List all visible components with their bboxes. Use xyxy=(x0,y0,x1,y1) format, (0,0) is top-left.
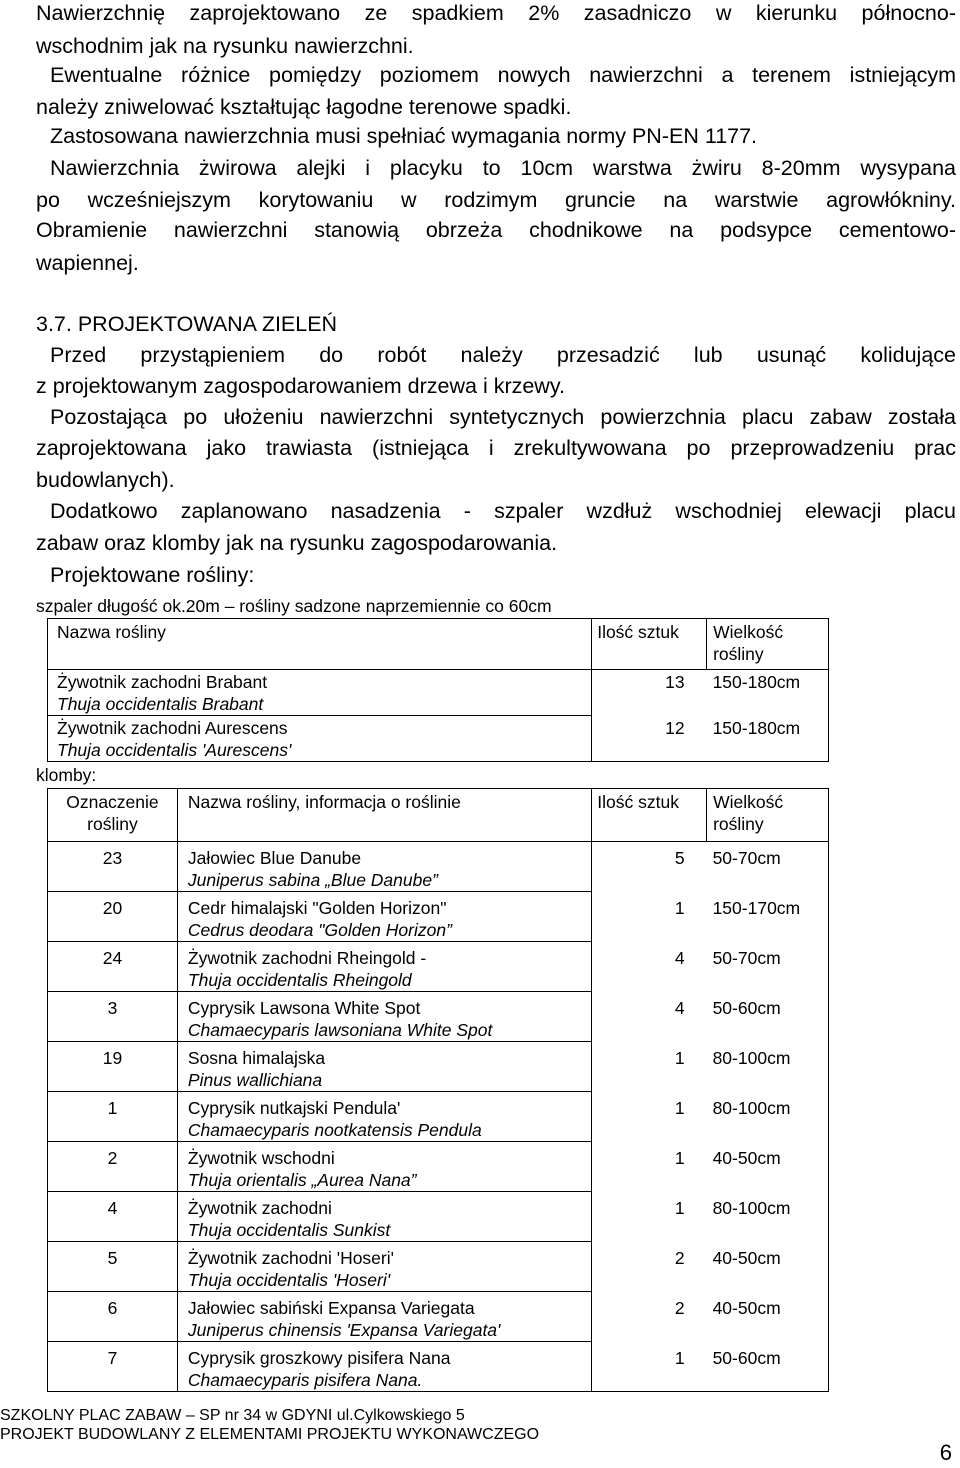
table-row xyxy=(48,716,829,762)
plant-latin-name: Thuja orientalis „Aurea Nana” xyxy=(187,1170,417,1190)
klomby-header-name: Nazwa rośliny, informacja o roślinie xyxy=(177,789,591,842)
table-row xyxy=(48,670,829,716)
plant-mark: 19 xyxy=(48,1042,178,1092)
section-line-7: zabaw oraz klomby jak na rysunku zagospodarowania. xyxy=(36,531,558,555)
szpaler-header-row xyxy=(48,619,829,670)
section-line-4: zaprojektowana jako trawiasta (istniejąca i zrekultywowana po przeprowadzeniu prac xyxy=(36,436,956,460)
plant-mark: 23 xyxy=(48,842,178,892)
table-row xyxy=(48,1292,829,1342)
footer-line-1: SZKOLNY PLAC ZABAW – SP nr 34 w GDYNI ul.Cylkowskiego 5 xyxy=(0,1407,465,1424)
szpaler-header-size xyxy=(707,619,829,670)
plant-size: 50-60cm xyxy=(707,992,829,1042)
plant-mark: 24 xyxy=(48,942,178,992)
klomby-header-size-line1: Wielkość xyxy=(713,792,784,812)
footer-line-2: PROJEKT BUDOWLANY Z ELEMENTAMI PROJEKTU WYKONAWCZEGO xyxy=(0,1426,540,1443)
plant-mark: 5 xyxy=(48,1242,178,1292)
szpaler-header-size-line2: rośliny xyxy=(713,644,764,664)
plant-latin-name: Thuja occidentalis Rheingold xyxy=(187,970,412,990)
plant-latin-name: Chamaecyparis lawsoniana White Spot xyxy=(187,1020,493,1040)
plant-qty: 2 xyxy=(674,1297,685,1318)
table-row xyxy=(48,1092,829,1142)
plant-qty: 1 xyxy=(674,1197,685,1218)
plant-mark: 4 xyxy=(48,1192,178,1242)
section-line-2: z projektowanym zagospodarowaniem drzewa i krzewy. xyxy=(36,374,565,398)
plant-name: Sosna himalajska xyxy=(187,1048,326,1068)
intro-line-8: Obramienie nawierzchni stanowią obrzeża chodnikowe na podsypce cementowo- xyxy=(36,218,956,242)
plant-qty: 1 xyxy=(674,1147,685,1168)
intro-line-6: Nawierzchnia żwirowa alejki i placyku to 10cm warstwa żwiru 8-20mm wysypana xyxy=(50,156,956,180)
klomby-name-cell xyxy=(177,1192,591,1242)
section-heading: 3.7. PROJEKTOWANA ZIELEŃ xyxy=(36,312,338,336)
plant-latin-name: Thuja occidentalis 'Hoseri' xyxy=(187,1270,391,1290)
plant-name: Żywotnik zachodni Aurescens xyxy=(57,718,288,738)
klomby-header-size xyxy=(707,789,829,842)
section-line-5: budowlanych). xyxy=(36,468,175,492)
plant-latin-name: Thuja occidentalis 'Aurescens' xyxy=(57,740,292,760)
intro-line-1: Nawierzchnię zaprojektowano ze spadkiem 2% zasadniczo w kierunku północno- xyxy=(36,1,956,25)
klomby-header-mark xyxy=(48,789,178,842)
section-line-8: Projektowane rośliny: xyxy=(50,563,255,587)
intro-line-3: Ewentualne różnice pomiędzy poziomem nowych nawierzchni a terenem istniejącym xyxy=(50,63,956,87)
table-row xyxy=(48,1142,829,1192)
intro-line-9: wapiennej. xyxy=(36,251,139,275)
plant-mark: 6 xyxy=(48,1292,178,1342)
klomby-name-cell xyxy=(177,992,591,1042)
szpaler-header-size-line1: Wielkość xyxy=(713,622,784,642)
plant-qty: 2 xyxy=(674,1247,685,1268)
section-line-6: Dodatkowo zaplanowano nasadzenia - szpaler wzdłuż wschodniej elewacji placu xyxy=(50,499,956,523)
plant-latin-name: Pinus wallichiana xyxy=(187,1070,323,1090)
table-row xyxy=(48,992,829,1042)
plant-qty: 4 xyxy=(674,997,685,1018)
plant-name: Cyprysik Lawsona White Spot xyxy=(187,998,421,1018)
plant-qty: 4 xyxy=(674,947,685,968)
klomby-label: klomby: xyxy=(36,765,97,785)
szpaler-table xyxy=(47,618,829,762)
klomby-header-mark-line2: rośliny xyxy=(87,814,138,834)
plant-latin-name: Cedrus deodara "Golden Horizon” xyxy=(187,920,452,940)
plant-mark: 2 xyxy=(48,1142,178,1192)
klomby-name-cell xyxy=(177,1142,591,1192)
table-row xyxy=(48,1342,829,1392)
plant-latin-name: Chamaecyparis pisifera Nana. xyxy=(187,1370,423,1390)
plant-qty: 12 xyxy=(592,716,707,762)
plant-latin-name: Thuja occidentalis Brabant xyxy=(57,694,264,714)
plant-size: 150-180cm xyxy=(707,716,829,762)
plant-name: Żywotnik wschodni xyxy=(187,1148,335,1168)
section-line-1: Przed przystąpieniem do robót należy przesadzić lub usunąć kolidujące xyxy=(50,343,956,367)
intro-line-7: po wcześniejszym korytowaniu w rodzimym gruncie na warstwie agrowłókniny. xyxy=(36,188,956,212)
plant-qty: 1 xyxy=(674,897,685,918)
klomby-name-cell xyxy=(177,1242,591,1292)
klomby-name-cell xyxy=(177,1042,591,1092)
plant-size: 50-70cm xyxy=(707,842,829,892)
table-row xyxy=(48,1192,829,1242)
szpaler-name-cell xyxy=(48,716,592,762)
plant-latin-name: Thuja occidentalis Sunkist xyxy=(187,1220,391,1240)
plant-qty: 1 xyxy=(592,1342,707,1392)
plant-name: Jałowiec Blue Danube xyxy=(187,848,362,868)
klomby-name-cell xyxy=(177,1292,591,1342)
szpaler-header-qty: Ilość sztuk xyxy=(592,619,707,670)
plant-qty: 13 xyxy=(665,672,685,692)
plant-size: 40-50cm xyxy=(707,1292,829,1342)
plant-size: 80-100cm xyxy=(707,1042,829,1092)
plant-mark: 3 xyxy=(48,992,178,1042)
plant-latin-name: Juniperus sabina „Blue Danube” xyxy=(187,870,438,890)
plant-size: 80-100cm xyxy=(707,1092,829,1142)
klomby-header-size-line2: rośliny xyxy=(713,814,764,834)
plant-name: Cyprysik nutkajski Pendula' xyxy=(187,1098,401,1118)
plant-latin-name: Chamaecyparis nootkatensis Pendula xyxy=(187,1120,482,1140)
intro-line-2: wschodnim jak na rysunku nawierzchni. xyxy=(36,34,414,58)
table-row xyxy=(48,942,829,992)
plant-size: 50-60cm xyxy=(707,1342,829,1392)
plant-name: Cyprysik groszkowy pisifera Nana xyxy=(187,1348,451,1368)
klomby-table xyxy=(47,788,829,1392)
klomby-name-cell xyxy=(177,892,591,942)
intro-line-5: Zastosowana nawierzchnia musi spełniać wymagania normy PN-EN 1177. xyxy=(50,124,758,148)
klomby-name-cell xyxy=(177,842,591,892)
plant-qty: 1 xyxy=(674,1047,685,1068)
table-row xyxy=(48,842,829,892)
plant-name: Żywotnik zachodni Rheingold - xyxy=(187,948,427,968)
plant-name: Żywotnik zachodni xyxy=(187,1198,332,1218)
klomby-name-cell xyxy=(177,942,591,992)
plant-mark: 7 xyxy=(48,1342,178,1392)
klomby-header-mark-line1: Oznaczenie xyxy=(66,792,159,812)
klomby-header-row xyxy=(48,789,829,842)
szpaler-name-cell xyxy=(48,670,592,716)
plant-qty: 1 xyxy=(674,1097,685,1118)
plant-size: 40-50cm xyxy=(707,1242,829,1292)
table-row xyxy=(48,892,829,942)
plant-size: 150-170cm xyxy=(707,892,829,942)
section-line-3: Pozostająca po ułożeniu nawierzchni syntetycznych powierzchnia placu zabaw została xyxy=(50,405,956,429)
plant-latin-name: Juniperus chinensis 'Expansa Variegata' xyxy=(187,1320,501,1340)
klomby-header-qty: Ilość sztuk xyxy=(592,789,707,842)
plant-name: Żywotnik zachodni Brabant xyxy=(57,672,268,692)
plant-size: 80-100cm xyxy=(707,1192,829,1242)
plant-mark: 1 xyxy=(48,1092,178,1142)
plant-name: Jałowiec sabiński Expansa Variegata xyxy=(187,1298,475,1318)
plant-mark: 20 xyxy=(48,892,178,942)
klomby-name-cell xyxy=(177,1342,591,1392)
plant-name: Żywotnik zachodni 'Hoseri' xyxy=(187,1248,394,1268)
table-row xyxy=(48,1042,829,1092)
szpaler-caption: szpaler długość ok.20m – rośliny sadzone naprzemiennie co 60cm xyxy=(36,596,552,616)
plant-name: Cedr himalajski "Golden Horizon" xyxy=(187,898,447,918)
intro-line-4: należy zniwelować kształtując łagodne terenowe spadki. xyxy=(36,95,572,119)
plant-size: 40-50cm xyxy=(707,1142,829,1192)
klomby-table-body xyxy=(48,842,829,1392)
klomby-name-cell xyxy=(177,1092,591,1142)
szpaler-header-name: Nazwa rośliny xyxy=(48,619,592,670)
plant-size: 150-180cm xyxy=(707,670,829,716)
page-number: 6 xyxy=(939,1440,952,1465)
plant-size: 50-70cm xyxy=(707,942,829,992)
plant-qty: 5 xyxy=(674,848,685,868)
table-row xyxy=(48,1242,829,1292)
